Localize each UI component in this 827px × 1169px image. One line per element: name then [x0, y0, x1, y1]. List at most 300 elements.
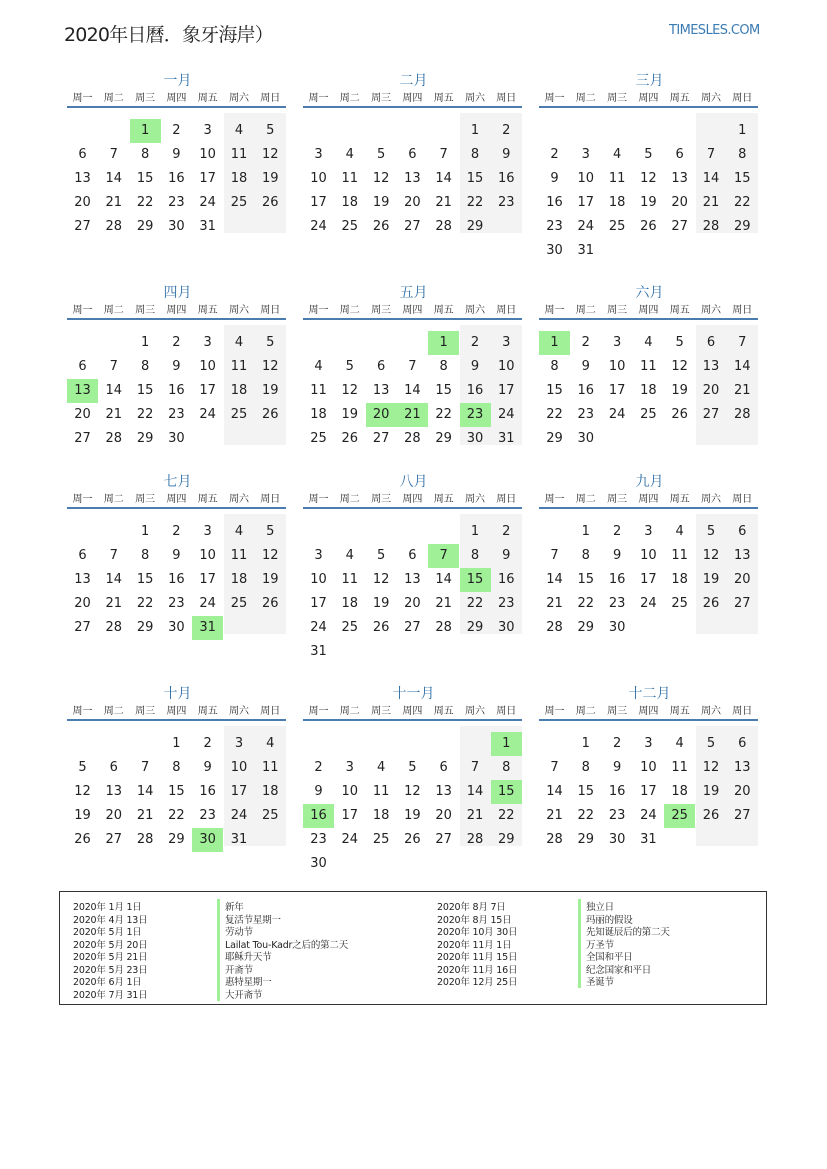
day-cell: 4 [345, 147, 354, 162]
day-cell: 14 [466, 784, 484, 799]
weekday-header: 周五 [433, 706, 454, 717]
day-cell: 6 [376, 359, 386, 374]
weekday-header: 周日 [260, 706, 281, 717]
day-cell: 8 [140, 548, 150, 563]
day-cell: 5 [644, 147, 653, 162]
day-cell: 25 [230, 407, 248, 422]
day-cell: 4 [345, 548, 354, 563]
day-cell: 8 [140, 147, 150, 162]
day-cell: 7 [109, 548, 118, 563]
day-cell: 10 [498, 359, 515, 374]
day-cell: 12 [262, 147, 279, 162]
weekday-header: 周四 [402, 494, 423, 505]
month-block [67, 73, 288, 233]
day-cell: 8 [470, 548, 480, 563]
day-cell: 28 [466, 832, 484, 847]
holiday-name: 耶稣升天节 [217, 949, 272, 963]
day-cell: 1 [140, 335, 150, 350]
day-cell: 12 [702, 548, 720, 563]
day-cell: 11 [671, 760, 688, 775]
day-cell: 4 [234, 123, 244, 138]
month-name: 三月 [635, 73, 664, 89]
weekday-header: 周六 [229, 93, 249, 104]
day-cell: 10 [640, 760, 657, 775]
weekday-header: 周一 [544, 93, 565, 104]
day-cell: 9 [172, 359, 181, 374]
holiday-date: 2020年 11月 1日 [437, 939, 512, 951]
weekday-header: 周一 [308, 706, 329, 717]
month-name: 二月 [399, 73, 428, 89]
day-cell: 3 [203, 123, 212, 138]
day-cell: 6 [408, 548, 417, 563]
day-cell: 9 [612, 760, 622, 775]
day-cell: 28 [734, 407, 751, 422]
weekday-header: 周日 [732, 93, 753, 104]
holiday-name: Lailat Tou-Kadr之后的第二天 [217, 937, 348, 951]
holiday-date: 2020年 11月 15日 [437, 952, 518, 963]
day-cell: 5 [266, 335, 275, 350]
day-cell: 17 [199, 171, 216, 186]
day-cell: 7 [439, 147, 448, 162]
day-cell: 7 [470, 760, 480, 775]
day-cell: 25 [230, 596, 248, 611]
day-cell: 30 [577, 431, 595, 446]
day-cell: 12 [671, 359, 688, 374]
day-cell: 25 [372, 832, 390, 847]
day-cell: 11 [640, 359, 657, 374]
holiday-name: 劳动节 [217, 924, 253, 938]
weekday-header: 周三 [371, 706, 392, 717]
holiday-date: 2020年 1月 1日 [73, 902, 142, 913]
day-cell: 26 [640, 219, 657, 234]
weekday-header: 周二 [575, 305, 596, 316]
day-cell: 5 [376, 147, 386, 162]
day-cell: 13 [404, 572, 421, 587]
header-divider [539, 318, 758, 320]
day-cell: 13 [74, 572, 91, 587]
day-cell: 25 [230, 195, 248, 210]
weekday-header: 周一 [72, 93, 93, 104]
day-cell: 26 [404, 832, 421, 847]
weekday-header: 周三 [135, 93, 156, 104]
day-cell: 25 [671, 596, 688, 611]
day-cell: 19 [262, 383, 279, 398]
site-logo[interactable]: TIMESLES.COM [669, 23, 760, 38]
weekday-header: 周四 [638, 494, 659, 505]
day-cell: 15 [546, 383, 563, 398]
weekday-header: 周四 [638, 93, 659, 104]
weekday-header: 周一 [544, 706, 565, 717]
weekday-header: 周四 [638, 706, 659, 717]
day-cell: 2 [581, 335, 590, 350]
day-cell: 22 [577, 808, 595, 823]
day-cell: 1 [581, 524, 590, 539]
day-cell: 10 [577, 171, 595, 186]
day-cell: 14 [136, 784, 154, 799]
day-cell: 23 [546, 219, 563, 234]
weekday-header: 周六 [701, 93, 721, 104]
day-cell: 3 [345, 760, 354, 775]
day-cell: 3 [581, 147, 590, 162]
day-cell: 17 [608, 383, 626, 398]
day-cell: 3 [314, 548, 323, 563]
day-cell: 11 [230, 359, 248, 374]
day-cell: 12 [702, 760, 720, 775]
day-cell: 6 [738, 736, 747, 751]
day-cell: 2 [502, 123, 511, 138]
day-cell: 20 [105, 808, 123, 823]
weekday-header: 周六 [701, 494, 721, 505]
day-cell: 27 [74, 219, 91, 234]
day-cell: 8 [439, 359, 448, 374]
day-cell: 14 [404, 383, 421, 398]
day-cell: 20 [734, 572, 751, 587]
day-cell: 24 [608, 407, 626, 422]
day-cell: 27 [671, 219, 688, 234]
day-cell: 20 [435, 808, 452, 823]
day-cell: 26 [702, 596, 720, 611]
holiday-day-cell: 16 [303, 804, 334, 828]
holiday-name: 玛丽的假设 [578, 912, 633, 926]
weekday-header: 周日 [732, 706, 753, 717]
holiday-day-cell: 1 [130, 119, 161, 143]
day-cell: 3 [502, 335, 511, 350]
day-cell: 2 [550, 147, 559, 162]
day-cell: 20 [74, 195, 91, 210]
weekday-header: 周一 [72, 706, 93, 717]
day-cell: 25 [608, 219, 626, 234]
day-cell: 18 [341, 596, 359, 611]
day-cell: 8 [581, 548, 590, 563]
holiday-day-cell: 7 [428, 544, 459, 568]
day-cell: 15 [734, 171, 751, 186]
day-cell: 23 [310, 832, 327, 847]
day-cell: 25 [262, 808, 279, 823]
day-cell: 4 [266, 736, 275, 751]
weekday-header: 周四 [166, 305, 187, 316]
day-cell: 30 [498, 620, 515, 635]
day-cell: 29 [466, 620, 484, 635]
day-cell: 13 [702, 359, 720, 374]
day-cell: 20 [702, 383, 720, 398]
weekday-header: 周二 [103, 706, 124, 717]
day-cell: 17 [498, 383, 515, 398]
day-cell: 3 [203, 524, 212, 539]
weekday-header: 周四 [402, 305, 423, 316]
weekday-header: 周一 [544, 305, 565, 316]
day-cell: 11 [671, 548, 688, 563]
holiday-day-cell: 21 [397, 403, 428, 427]
holiday-name: 复活节星期一 [217, 912, 281, 926]
day-cell: 31 [310, 644, 327, 659]
day-cell: 10 [230, 760, 248, 775]
day-cell: 14 [435, 171, 452, 186]
day-cell: 26 [702, 808, 720, 823]
day-cell: 2 [612, 524, 622, 539]
day-cell: 5 [376, 548, 386, 563]
day-cell: 22 [136, 407, 154, 422]
header-divider [539, 106, 758, 108]
day-cell: 8 [502, 760, 511, 775]
day-cell: 18 [310, 407, 327, 422]
day-cell: 27 [105, 832, 123, 847]
day-cell: 3 [203, 335, 212, 350]
day-cell: 19 [372, 195, 390, 210]
weekday-header: 周五 [669, 305, 690, 316]
day-cell: 24 [230, 808, 248, 823]
weekday-header: 周二 [339, 706, 360, 717]
day-cell: 21 [734, 383, 751, 398]
day-cell: 6 [78, 548, 87, 563]
month-block [67, 285, 288, 445]
day-cell: 6 [78, 147, 87, 162]
holiday-date: 2020年 8月 7日 [437, 902, 506, 913]
weekday-header: 周三 [135, 494, 156, 505]
day-cell: 8 [581, 760, 590, 775]
day-cell: 13 [671, 171, 688, 186]
day-cell: 6 [408, 147, 417, 162]
weekday-header: 周六 [229, 706, 249, 717]
day-cell: 7 [738, 335, 747, 350]
day-cell: 15 [435, 383, 452, 398]
holiday-day-cell: 25 [664, 804, 695, 828]
day-cell: 23 [577, 407, 595, 422]
day-cell: 27 [372, 431, 390, 446]
holiday-day-cell: 30 [192, 828, 223, 852]
day-cell: 1 [581, 736, 590, 751]
day-cell: 16 [608, 572, 626, 587]
day-cell: 18 [341, 195, 359, 210]
day-cell: 17 [577, 195, 595, 210]
day-cell: 9 [172, 548, 181, 563]
weekday-header: 周六 [229, 305, 249, 316]
day-cell: 5 [408, 760, 417, 775]
weekday-header: 周一 [72, 305, 93, 316]
day-cell: 16 [546, 195, 563, 210]
day-cell: 21 [546, 808, 563, 823]
month-name: 十二月 [628, 686, 671, 702]
month-block [303, 285, 524, 445]
holiday-name: 万圣节 [578, 937, 614, 951]
day-cell: 13 [74, 171, 91, 186]
day-cell: 5 [266, 524, 275, 539]
day-cell: 30 [608, 832, 626, 847]
weekday-header: 周三 [371, 305, 392, 316]
day-cell: 24 [199, 407, 216, 422]
weekday-header: 周六 [465, 706, 485, 717]
day-cell: 26 [262, 596, 279, 611]
weekday-header: 周四 [166, 494, 187, 505]
day-cell: 21 [435, 596, 452, 611]
month-block [539, 73, 760, 257]
day-cell: 10 [310, 572, 327, 587]
day-cell: 21 [136, 808, 154, 823]
day-cell: 30 [608, 620, 626, 635]
day-cell: 28 [404, 431, 421, 446]
weekday-header: 周三 [371, 494, 392, 505]
day-cell: 18 [372, 808, 390, 823]
day-cell: 29 [136, 219, 154, 234]
day-cell: 11 [341, 171, 359, 186]
day-cell: 5 [706, 736, 716, 751]
weekday-header: 周二 [575, 93, 596, 104]
day-cell: 14 [435, 572, 452, 587]
day-cell: 16 [466, 383, 484, 398]
day-cell: 7 [140, 760, 150, 775]
day-cell: 19 [372, 596, 390, 611]
weekday-header: 周六 [701, 706, 721, 717]
day-cell: 22 [136, 195, 154, 210]
month-name: 一月 [163, 73, 192, 89]
weekday-header: 周四 [166, 93, 187, 104]
month-name: 十一月 [392, 686, 435, 702]
day-cell: 16 [498, 572, 515, 587]
holiday-day-cell: 1 [491, 732, 522, 756]
day-cell: 7 [550, 760, 559, 775]
day-cell: 30 [168, 620, 185, 635]
day-cell: 29 [136, 620, 154, 635]
day-cell: 5 [706, 524, 716, 539]
day-cell: 19 [702, 784, 720, 799]
day-cell: 17 [640, 572, 657, 587]
day-cell: 10 [310, 171, 327, 186]
day-cell: 16 [577, 383, 595, 398]
day-cell: 22 [466, 195, 484, 210]
day-cell: 7 [408, 359, 417, 374]
day-cell: 6 [706, 335, 716, 350]
day-cell: 2 [172, 524, 181, 539]
day-cell: 29 [498, 832, 515, 847]
holiday-date: 2020年 5月 20日 [73, 939, 148, 951]
day-cell: 11 [310, 383, 327, 398]
day-cell: 10 [199, 147, 216, 162]
day-cell: 18 [230, 383, 248, 398]
day-cell: 11 [608, 171, 626, 186]
day-cell: 13 [404, 171, 421, 186]
day-cell: 22 [168, 808, 185, 823]
day-cell: 12 [262, 359, 279, 374]
day-cell: 30 [168, 219, 185, 234]
day-cell: 22 [435, 407, 452, 422]
holiday-name: 纪念国家和平日 [578, 962, 651, 976]
day-cell: 6 [109, 760, 118, 775]
day-cell: 5 [675, 335, 684, 350]
day-cell: 13 [734, 548, 751, 563]
day-cell: 3 [234, 736, 244, 751]
weekday-header: 周三 [135, 706, 156, 717]
day-cell: 12 [372, 171, 390, 186]
day-cell: 22 [466, 596, 484, 611]
day-cell: 7 [109, 359, 118, 374]
day-cell: 31 [230, 832, 248, 847]
header-divider [303, 507, 522, 509]
day-cell: 19 [671, 383, 688, 398]
weekday-header: 周日 [732, 494, 753, 505]
day-cell: 1 [172, 736, 181, 751]
day-cell: 9 [502, 548, 511, 563]
day-cell: 4 [644, 335, 653, 350]
day-cell: 28 [546, 832, 563, 847]
holiday-name: 独立日 [578, 899, 614, 913]
day-cell: 24 [310, 219, 327, 234]
day-cell: 20 [404, 195, 421, 210]
day-cell: 14 [105, 171, 123, 186]
day-cell: 14 [546, 784, 563, 799]
day-cell: 21 [105, 596, 123, 611]
day-cell: 8 [738, 147, 747, 162]
weekday-header: 周五 [197, 93, 218, 104]
day-cell: 26 [262, 407, 279, 422]
day-cell: 24 [199, 596, 216, 611]
day-cell: 15 [577, 572, 595, 587]
day-cell: 18 [671, 572, 688, 587]
day-cell: 13 [734, 760, 751, 775]
weekday-header: 周三 [607, 93, 628, 104]
day-cell: 24 [498, 407, 515, 422]
day-cell: 2 [172, 335, 181, 350]
day-cell: 9 [203, 760, 212, 775]
day-cell: 29 [466, 219, 484, 234]
day-cell: 14 [105, 572, 123, 587]
month-name: 五月 [399, 285, 428, 301]
day-cell: 18 [640, 383, 657, 398]
day-cell: 24 [310, 620, 327, 635]
day-cell: 17 [199, 572, 216, 587]
weekday-header: 周五 [669, 494, 690, 505]
day-cell: 7 [550, 548, 559, 563]
day-cell: 29 [546, 431, 563, 446]
day-cell: 23 [168, 407, 185, 422]
header-divider [303, 318, 522, 320]
day-cell: 9 [172, 147, 181, 162]
day-cell: 26 [372, 219, 390, 234]
day-cell: 3 [314, 147, 323, 162]
day-cell: 29 [577, 620, 595, 635]
day-cell: 18 [230, 171, 248, 186]
weekday-header: 周三 [607, 494, 628, 505]
day-cell: 18 [262, 784, 279, 799]
day-cell: 4 [376, 760, 386, 775]
holiday-day-cell: 23 [460, 403, 491, 427]
day-cell: 2 [172, 123, 181, 138]
day-cell: 15 [136, 171, 154, 186]
day-cell: 18 [671, 784, 688, 799]
day-cell: 14 [105, 383, 123, 398]
month-name: 十月 [163, 686, 192, 702]
day-cell: 22 [136, 596, 154, 611]
day-cell: 30 [466, 431, 484, 446]
holiday-day-cell: 15 [491, 780, 522, 804]
day-cell: 26 [341, 431, 359, 446]
day-cell: 22 [577, 596, 595, 611]
day-cell: 11 [262, 760, 279, 775]
weekday-header: 周四 [402, 93, 423, 104]
header-divider [303, 106, 522, 108]
holiday-day-cell: 20 [366, 403, 397, 427]
header-divider [67, 719, 286, 721]
day-cell: 7 [706, 147, 716, 162]
day-cell: 19 [74, 808, 91, 823]
day-cell: 9 [612, 548, 622, 563]
day-cell: 15 [136, 383, 154, 398]
day-cell: 23 [498, 195, 515, 210]
day-cell: 6 [675, 147, 684, 162]
day-cell: 19 [702, 572, 720, 587]
day-cell: 12 [74, 784, 91, 799]
day-cell: 27 [435, 832, 452, 847]
day-cell: 9 [550, 171, 559, 186]
weekday-header: 周二 [575, 494, 596, 505]
